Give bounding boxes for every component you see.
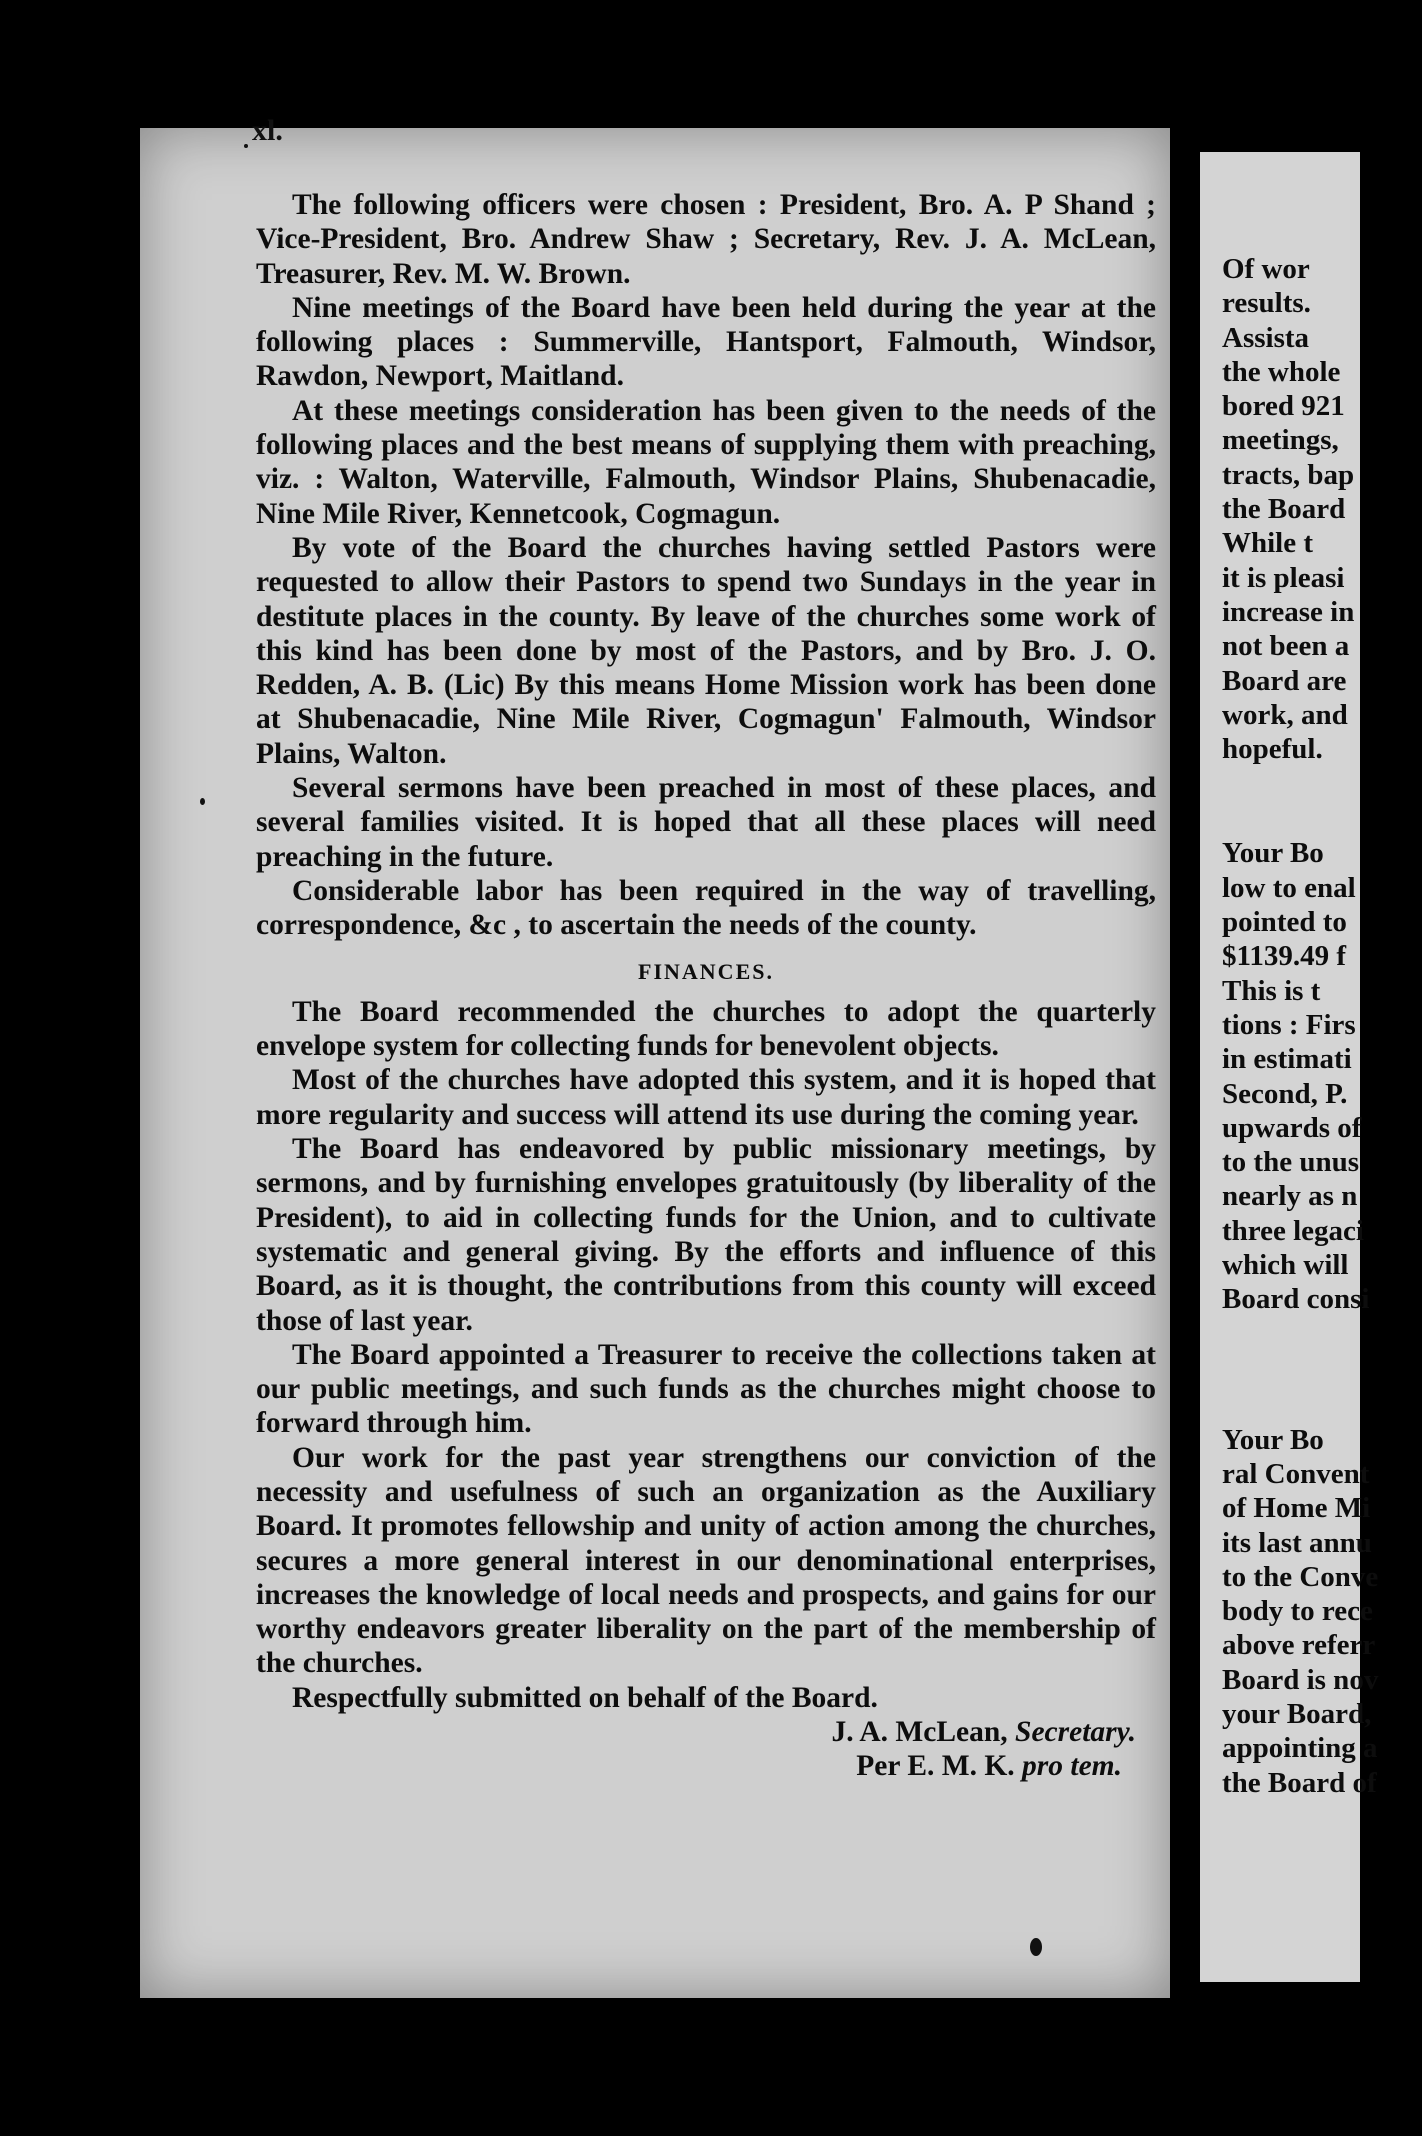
paragraph-sermons: Several sermons have been preached in most of these places, and several families visited. It is hoped that all these places will need preaching in the future.: [256, 772, 1156, 873]
signature-pro-tem-label: pro tem.: [1022, 1750, 1122, 1783]
section-heading-finances: FINANCES.: [638, 958, 774, 984]
paragraph-labor: Considerable labor has been required in the way of travelling, correspondence, &c , to ascertain the needs of the county.: [256, 874, 1156, 942]
right-line: Of wor: [1222, 253, 1310, 285]
paragraph-places: At these meetings consideration has been given to the needs of the following places and the best means of supplying them with preaching, viz. : Walton, Waterville, Falmouth, Windsor Plains, Shubenacadie, Nine Mile River, Kennetcook, Cogmagun.: [256, 394, 1156, 530]
right-line: not been a: [1222, 630, 1350, 663]
right-line: This is t: [1222, 974, 1321, 1007]
officers-text: The following officers were chosen : President, Bro. A. P Shand ; Vice-President, Bro. Andrew Shaw ; Secretary, Rev. J. A. McLean, Treasurer, Rev. M. W. Brown.: [256, 189, 1156, 290]
paragraph-submitted: Respectfully submitted on behalf of the Board.: [292, 1681, 878, 1714]
spacer: [1222, 1387, 1422, 1423]
right-line: Board consi: [1222, 1283, 1370, 1316]
signature-title: Secretary.: [1015, 1716, 1136, 1749]
paragraph-treasurer: The Board appointed a Treasurer to receive the collections taken at our public meetings, and such funds as the churches might choose to forward through him.: [256, 1338, 1156, 1440]
ink-speck: [244, 144, 248, 148]
right-line: Board are: [1222, 664, 1347, 697]
right-line: body to rece: [1222, 1595, 1373, 1628]
right-page: [1200, 152, 1379, 1982]
paragraph-pastors: By vote of the Board the churches having settled Pastors were requested to allow their Pastors to spend two Sundays in the year in destitute places in the county. By leave of the churches some work of this kind has been done by most of the Pastors, and by Bro. J. O. Redden, A. B. (Lic) By this means Home Mission work has been done at Shubenacadie, Nine Mile River, Cogmagun' Falmouth, Windsor Plains, Walton.: [256, 531, 1156, 770]
right-line: above referr: [1222, 1629, 1376, 1662]
ink-speck: [1030, 1938, 1042, 1956]
right-line: appointing a: [1222, 1732, 1378, 1765]
spacer: [1222, 1317, 1422, 1387]
page-number: xl.: [252, 114, 283, 147]
right-line: to the unus: [1222, 1146, 1359, 1179]
signature-name: J. A. McLean,: [831, 1716, 1008, 1749]
right-line: bored 921: [1222, 390, 1345, 423]
right-line: While t: [1222, 527, 1314, 560]
right-line: pointed to: [1222, 906, 1347, 939]
paragraph-conviction: Our work for the past year strengthens our conviction of the necessity and usefulness of such an organization as the Auxiliary Board. It promotes fellowship and unity of action among the churches, secures a more general interest in our denominational enterprises, increases the knowledge of local needs and prospects, and gains for our worthy endeavors greater liberality on the part of the membership of the churches.: [256, 1441, 1156, 1680]
right-line: to the Conve: [1222, 1560, 1379, 1593]
right-line: low to enal: [1222, 871, 1356, 904]
right-line: increase in: [1222, 595, 1355, 628]
right-line: it is pleasi: [1222, 561, 1345, 594]
left-page: [140, 114, 1170, 1998]
right-line: Board is nov: [1222, 1663, 1379, 1696]
right-line: hopeful.: [1222, 733, 1323, 766]
paragraph-meetings: Nine meetings of the Board have been held during the year at the following places : Summerville, Hantsport, Falmouth, Windsor, Rawdon, Newport, Maitland.: [256, 291, 1156, 393]
right-line: your Board,: [1222, 1697, 1372, 1730]
right-line: the Board of: [1222, 1766, 1377, 1799]
right-line: nearly as n: [1222, 1180, 1358, 1213]
right-line: of Home Mi: [1222, 1492, 1371, 1525]
right-line: in estimati: [1222, 1043, 1352, 1076]
right-line: Assista: [1222, 321, 1310, 354]
right-page-column: [1222, 252, 1422, 1800]
paragraph-endeavored: The Board has endeavored by public missionary meetings, by sermons, and by furnishing envelopes gratuitously (by liberality of the President), to aid in collecting funds for the Union, and to cultivate systematic and general giving. By the efforts and influence of this Board, as it is thought, the contributions from this county will exceed those of last year.: [256, 1133, 1156, 1337]
report-column: [256, 188, 1156, 1784]
right-line: Your Bo: [1222, 837, 1324, 870]
right-line: Second, P.: [1222, 1077, 1348, 1110]
right-line: results.: [1222, 287, 1311, 320]
right-line: meetings,: [1222, 424, 1339, 457]
right-line: Your Bo: [1222, 1423, 1324, 1456]
right-line: upwards of: [1222, 1111, 1362, 1144]
paragraph-envelope: The Board recommended the churches to adopt the quarterly envelope system for collecting funds for benevolent objects.: [256, 995, 1156, 1063]
right-line: the Board: [1222, 493, 1346, 526]
right-line: three legaci: [1222, 1214, 1364, 1247]
ink-speck: [200, 798, 205, 805]
right-line: ral Convent: [1222, 1457, 1370, 1490]
right-line: tions : Firs: [1222, 1008, 1356, 1041]
right-line: work, and: [1222, 698, 1348, 731]
signature-per: Per E. M. K.: [856, 1750, 1015, 1783]
right-line: tracts, bap: [1222, 458, 1355, 491]
signature-secretary: [256, 1715, 1156, 1749]
spacer: [1222, 766, 1422, 836]
right-line: the whole: [1222, 355, 1341, 388]
paragraph-officers: [256, 188, 1156, 291]
signature-pro-tem: [256, 1749, 1156, 1783]
right-line: its last annu: [1222, 1526, 1372, 1559]
right-line: which will: [1222, 1249, 1349, 1282]
right-line: $1139.49 f: [1222, 940, 1347, 973]
paragraph-adopted: Most of the churches have adopted this system, and it is hoped that more regularity and success will attend its use during the coming year.: [256, 1064, 1156, 1131]
